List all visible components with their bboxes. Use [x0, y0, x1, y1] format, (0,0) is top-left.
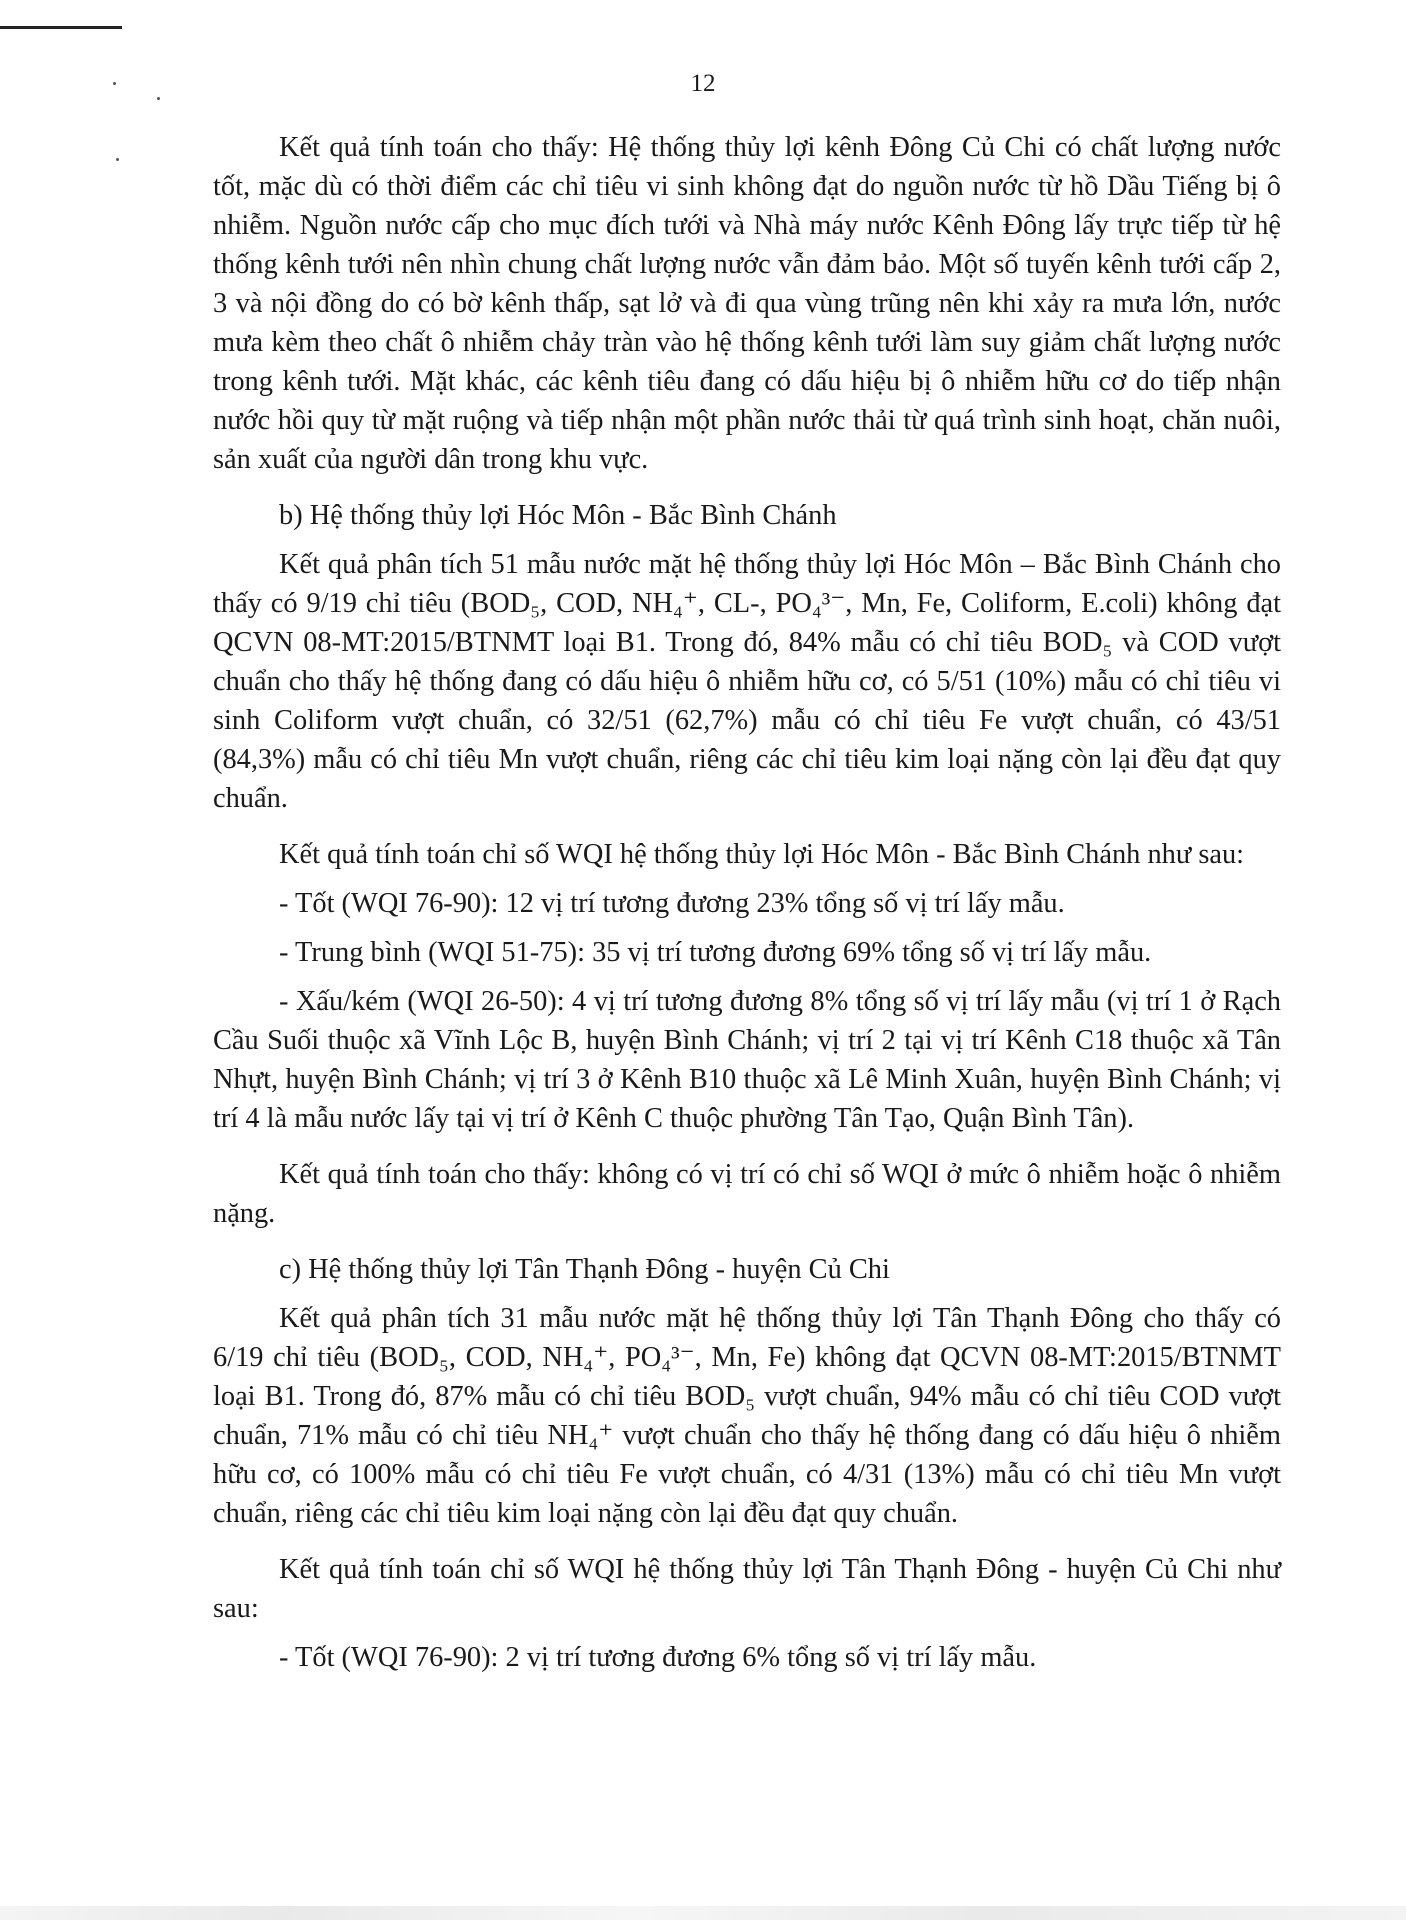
paragraph-tan-thanh-dong-wqi-intro: Kết quả tính toán chỉ số WQI hệ thống thủy lợi Tân Thạnh Đông - huyện Củ Chi như sau: — [213, 1554, 1281, 1624]
scan-speck — [116, 158, 119, 161]
paragraph-tan-thanh-dong-analysis: Kết quả phân tích 31 mẫu nước mặt hệ thống thủy lợi Tân Thạnh Đông cho thấy có 6/19 chỉ tiêu (BOD₅, COD, NH₄⁺, PO₄³⁻, Mn, Fe) không đạt QCVN 08-MT:2015/BTNMT loại B1. Trong đó, 87% mẫu có chỉ tiêu BOD₅ vượt chuẩn, 94% mẫu có chỉ tiêu COD vượt chuẩn, 71% mẫu có chỉ tiêu NH₄⁺ vượt chuẩn cho thấy hệ thống đang có dấu hiệu ô nhiễm hữu cơ, có 100% mẫu có chỉ tiêu Fe vượt chuẩn, có 4/31 (13%) mẫu có chỉ tiêu Mn vượt chuẩn, riêng các chỉ tiêu kim loại nặng còn lại đều đạt quy chuẩn. — [213, 1303, 1281, 1529]
paragraph-hoc-mon-wqi-intro: Kết quả tính toán chỉ số WQI hệ thống thủy lợi Hóc Môn - Bắc Bình Chánh như sau: — [279, 839, 1245, 870]
list-item-good: - Tốt (WQI 76-90): 12 vị trí tương đương 23% tổng số vị trí lấy mẫu. — [279, 888, 1065, 919]
document-body — [213, 128, 1281, 1694]
section-heading-b: b) Hệ thống thủy lợi Hóc Môn - Bắc Bình Chánh — [279, 500, 837, 531]
paragraph-hoc-mon-conclusion: Kết quả tính toán cho thấy: không có vị trí có chỉ số WQI ở mức ô nhiễm hoặc ô nhiễm nặng. — [213, 1159, 1281, 1229]
list-item-good-tan-thanh-dong: - Tốt (WQI 76-90): 2 vị trí tương đương 6% tổng số vị trí lấy mẫu. — [279, 1642, 1037, 1673]
paragraph-hoc-mon-analysis: Kết quả phân tích 51 mẫu nước mặt hệ thống thủy lợi Hóc Môn – Bắc Bình Chánh cho thấy có 9/19 chỉ tiêu (BOD₅, COD, NH₄⁺, CL-, PO₄³⁻, Mn, Fe, Coliform, E.coli) không đạt QCVN 08-MT:2015/BTNMT loại B1. Trong đó, 84% mẫu có chỉ tiêu BOD₅ và COD vượt chuẩn cho thấy hệ thống đang có dấu hiệu ô nhiễm hữu cơ, có 5/51 (10%) mẫu có chỉ tiêu vi sinh Coliform vượt chuẩn, có 32/51 (62,7%) mẫu có chỉ tiêu Fe vượt chuẩn, có 43/51 (84,3%) mẫu có chỉ tiêu Mn vượt chuẩn, riêng các chỉ tiêu kim loại nặng còn lại đều đạt quy chuẩn. — [213, 549, 1281, 814]
list-item-poor: - Xấu/kém (WQI 26-50): 4 vị trí tương đương 8% tổng số vị trí lấy mẫu (vị trí 1 ở Rạch Cầu Suối thuộc xã Vĩnh Lộc B, huyện Bình Chánh; vị trí 2 tại vị trí Kênh C18 thuộc xã Tân Nhựt, huyện Bình Chánh; vị trí 3 ở Kênh B10 thuộc xã Lê Minh Xuân, huyện Bình Chánh; vị trí 4 là mẫu nước lấy tại vị trí ở Kênh C thuộc phường Tân Tạo, Quận Bình Tân). — [213, 986, 1281, 1134]
header-rule — [0, 26, 122, 29]
section-heading-c: c) Hệ thống thủy lợi Tân Thạnh Đông - huyện Củ Chi — [279, 1254, 890, 1285]
scan-edge — [0, 1906, 1406, 1920]
list-item-average: - Trung bình (WQI 51-75): 35 vị trí tương đương 69% tổng số vị trí lấy mẫu. — [279, 937, 1152, 968]
page-number: 12 — [690, 70, 716, 97]
paragraph-kenh-dong-conclusion: Kết quả tính toán cho thấy: Hệ thống thủy lợi kênh Đông Củ Chi có chất lượng nước tốt, mặc dù có thời điểm các chỉ tiêu vi sinh không đạt do nguồn nước từ hồ Dầu Tiếng bị ô nhiễm. Nguồn nước cấp cho mục đích tưới và Nhà máy nước Kênh Đông lấy trực tiếp từ hệ thống kênh tưới nên nhìn chung chất lượng nước vẫn đảm bảo. Một số tuyến kênh tưới cấp 2, 3 và nội đồng do có bờ kênh thấp, sạt lở và đi qua vùng trũng nên khi xảy ra mưa lớn, nước mưa kèm theo chất ô nhiễm chảy tràn vào hệ thống kênh tưới làm suy giảm chất lượng nước trong kênh tưới. Mặt khác, các kênh tiêu đang có dấu hiệu bị ô nhiễm hữu cơ do tiếp nhận nước hồi quy từ mặt ruộng và tiếp nhận một phần nước thải từ quá trình sinh hoạt, chăn nuôi, sản xuất của người dân trong khu vực. — [213, 132, 1281, 475]
